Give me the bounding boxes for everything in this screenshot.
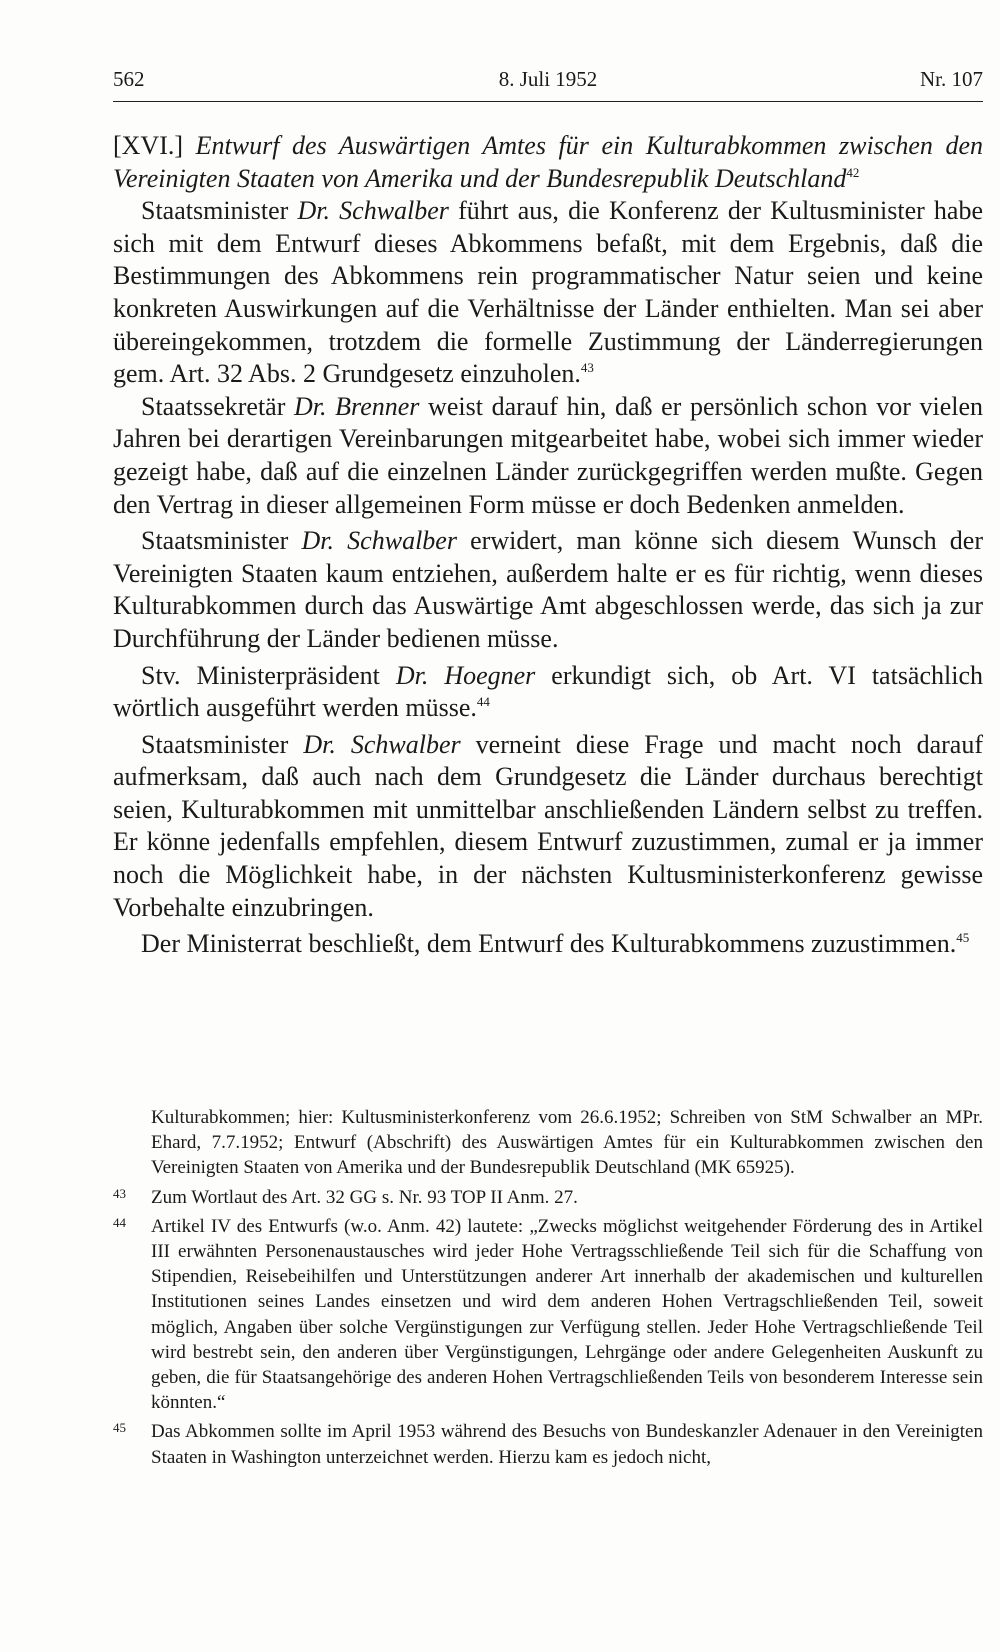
footnote-text: Artikel IV des Entwurfs (w.o. Anm. 42) lautete: „Zwecks möglichst weitgehender Förderung des in Artikel III erwähnten Personenaustausches wird jeder Hohe Vertragsschließende Teil sich für die Schaffung von Stipendien, Reisebeihilfen und Unterstützungen anderer Art innerhalb der akademischen und kulturellen Institutionen seines Landes einsetzen und wird dem anderen Hohen Vertragschließenden Teil, soweit möglich, Angaben über solche Vergünstigungen zur Verfügung stellen. Jeder Hohe Vertragschließende Teil wird bestrebt sein, den anderen über Vergünstigungen, Lehrgänge oder andere Gelegenheiten Auskunft zu geben, die für Staatsangehörige des anderen Hohen Vertragschließenden Teils von besonderem Interesse sein könnten.“ xyxy=(151,1215,983,1414)
resolution-paragraph: Der Ministerrat beschließt, dem Entwurf des Kulturabkommens zuzustimmen.$^{45}$ xyxy=(141,929,970,959)
footnote-number: 45 xyxy=(113,1420,126,1436)
header-document-number: Nr. 107 xyxy=(920,67,983,91)
footnote-number: 43 xyxy=(113,1185,126,1201)
footnote-number: 44 xyxy=(113,1214,126,1230)
footnotes xyxy=(113,1105,983,1474)
paragraph: Staatsminister Dr. Schwalber verneint diese Frage und macht noch darauf aufmerksam, daß auch nach dem Grundgesetz die Länder durchaus berechtigt seien, Kulturabkommen mit unmittelbar anschließenden Ländern selbst zu treffen. Er könne jedenfalls empfehlen, diesem Entwurf zuzustimmen, zumal er ja immer noch die Möglichkeit habe, in der nächsten Kultusministerkonferenz gewisse Vorbehalte einzubringen. xyxy=(113,729,983,922)
footnote-ref: 45 xyxy=(956,930,970,946)
agenda-item-title xyxy=(113,130,983,195)
footnote xyxy=(113,1105,983,1181)
speaker-name: Dr. Brenner xyxy=(294,391,420,421)
footnote xyxy=(113,1214,983,1416)
footnote xyxy=(113,1419,983,1469)
footnote xyxy=(113,1185,983,1210)
footnote-text: Das Abkommen sollte im April 1953 während des Besuchs von Bundeskanzler Adenauer in den Vereinigten Staaten in Washington unterzeichnet werden. Hierzu kam es jedoch nicht, xyxy=(151,1421,983,1468)
agenda-item-number: [XVI.] xyxy=(113,131,184,160)
footnote-ref: 43 xyxy=(580,360,594,376)
speaker-name: Dr. Schwalber xyxy=(297,196,449,226)
agenda-item-title-text: Entwurf des Auswärtigen Amtes für ein Kulturabkommen zwischen den Vereinigten Staaten von Amerika und der Bundesrepublik Deutschland xyxy=(113,131,984,193)
running-header xyxy=(113,63,983,97)
paragraph: Staatsminister Dr. Schwalber erwidert, man könne sich diesem Wunsch der Vereinigten Staaten kaum entziehen, außerdem halte er es für richtig, wenn dieses Kulturabkommen durch das Auswärtige Amt abgeschlossen werde, das sich ja zur Durchführung der Länder bedienen müsse. xyxy=(113,526,983,653)
paragraph: Staatssekretär Dr. Brenner weist darauf hin, daß er persönlich schon vor vielen Jahren bei derartigen Vereinbarungen mitgearbeitet habe, wobei sich immer wieder gezeigt habe, daß auf die einzelnen Länder zurückgegriffen werden mußte. Gegen den Vertrag in dieser allgemeinen Form müsse er doch Bedenken anmelden. xyxy=(113,391,984,519)
speaker-name: Dr. Schwalber xyxy=(303,729,461,759)
paragraph: Staatsminister Dr. Schwalber führt aus, die Konferenz der Kultusminister habe sich mit dem Entwurf dieses Abkommens befaßt, mit dem Ergebnis, daß die Bestimmungen des Abkommens rein programmatischer Natur seien und keine konkreten Auswirkungen auf die Verhältnisse der Länder enthielten. Man sei aber übereingekommen, trotzdem die formelle Zustimmung der Länderregierungen gem. Art. 32 Abs. 2 Grundgesetz einzuholen.$^{43}$ xyxy=(113,196,983,389)
footnote-text: Kulturabkommen; hier: Kultusministerkonferenz vom 26.6.1952; Schreiben von StM Schwalber an MPr. Ehard, 7.7.1952; Entwurf (Abschrift) des Auswärtigen Amtes für ein Kulturabkommen zwischen den Vereinigten Staaten von Amerika und der Bundesrepublik Deutschland (MK 65925). xyxy=(151,1107,983,1179)
footnote-ref: 42 xyxy=(846,164,860,180)
header-rule xyxy=(113,101,983,102)
speaker-name: Dr. Hoegner xyxy=(395,660,536,690)
header-date: 8. Juli 1952 xyxy=(498,67,598,91)
speaker-name: Dr. Schwalber xyxy=(301,526,457,556)
footnote-text: Zum Wortlaut des Art. 32 GG s. Nr. 93 TOP II Anm. 27. xyxy=(151,1186,578,1208)
page-number: 562 xyxy=(113,67,145,91)
footnote-ref: 44 xyxy=(476,694,490,710)
paragraph: Stv. Ministerpräsident Dr. Hoegner erkundigt sich, ob Art. VI tatsächlich wörtlich ausgeführt werden müsse.$^{44}$ xyxy=(113,660,984,723)
main-text xyxy=(113,130,983,961)
